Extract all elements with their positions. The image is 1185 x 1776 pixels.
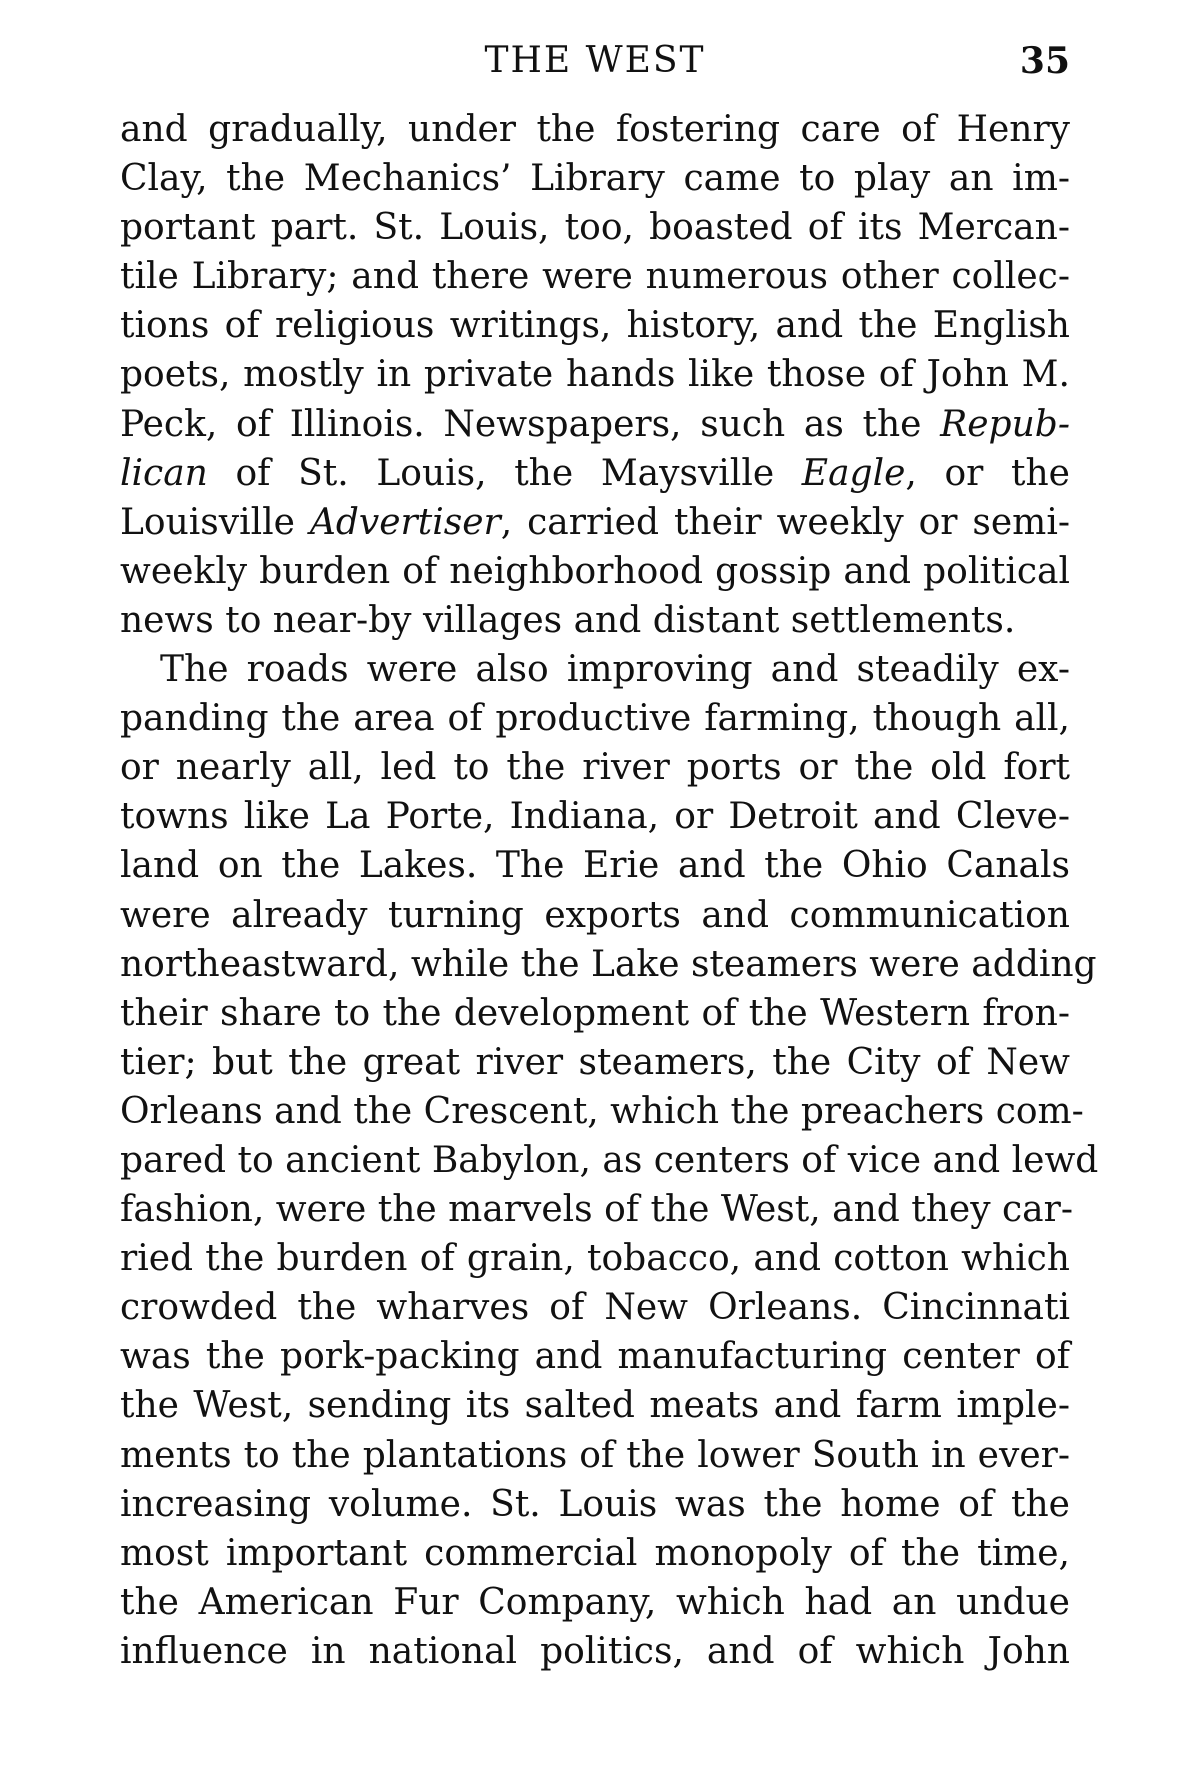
text-line: crowded the wharves of New Orleans. Cincinnati	[120, 1287, 1070, 1329]
text-line: the West, sending its salted meats and farm imple-	[120, 1385, 1070, 1427]
text-line: tions of religious writings, history, and the English	[120, 305, 1070, 347]
text-line: weekly burden of neighborhood gossip and political	[120, 550, 1070, 592]
text-line: towns like La Porte, Indiana, or Detroit and Cleve-	[120, 796, 1070, 838]
text-line: The roads were also improving and steadily ex-	[160, 649, 1070, 691]
text-line: ments to the plantations of the lower South in ever-	[120, 1434, 1070, 1476]
text-line: tile Library; and there were numerous other collec-	[120, 256, 1070, 298]
page-number: 35	[1019, 40, 1070, 82]
text-line: most important commercial monopoly of the time,	[120, 1532, 1070, 1574]
text-line: portant part. St. Louis, too, boasted of its Mercan-	[120, 207, 1070, 249]
text-line: the American Fur Company, which had an undue	[120, 1581, 1070, 1623]
text-line: and gradually, under the fostering care of Henry	[120, 109, 1070, 150]
text-line: their share to the development of the Western fron-	[120, 992, 1070, 1034]
text-line: was the pork-packing and manufacturing center of	[120, 1336, 1070, 1378]
text-line: Peck, of Illinois. Newspapers, such as the Repub-	[120, 403, 1070, 445]
running-head	[120, 36, 1070, 86]
text-line: influence in national politics, and of which John	[120, 1630, 1070, 1672]
text-line: tier; but the great river steamers, the City of New	[120, 1041, 1070, 1083]
text-line: Louisville Advertiser, carried their weekly or semi-	[120, 501, 1070, 543]
text-line: Clay, the Mechanics’ Library came to play an im-	[120, 158, 1070, 200]
text-line: fashion, were the marvels of the West, and they car-	[120, 1189, 1073, 1231]
body-text	[120, 105, 1099, 1676]
text-line: pared to ancient Babylon, as centers of vice and lewd	[120, 1139, 1099, 1181]
text-line: lican of St. Louis, the Maysville Eagle, or the	[120, 452, 1070, 494]
text-line: news to near-by villages and distant settlements.	[120, 599, 1016, 641]
paragraph	[120, 645, 1099, 1676]
text-line: northeastward, while the Lake steamers were adding	[120, 943, 1097, 985]
running-title: THE WEST	[484, 40, 706, 81]
text-line: poets, mostly in private hands like those of John M.	[120, 354, 1070, 396]
text-line: increasing volume. St. Louis was the home of the	[120, 1483, 1070, 1525]
text-line: ried the burden of grain, tobacco, and cotton which	[120, 1238, 1070, 1280]
text-line: panding the area of productive farming, though all,	[120, 698, 1070, 740]
paragraph	[120, 105, 1070, 645]
text-line: or nearly all, led to the river ports or the old fort	[120, 747, 1070, 789]
text-line: land on the Lakes. The Erie and the Ohio Canals	[120, 845, 1070, 887]
text-line: Orleans and the Crescent, which the preachers com-	[120, 1090, 1084, 1132]
text-line: were already turning exports and communication	[120, 894, 1070, 936]
